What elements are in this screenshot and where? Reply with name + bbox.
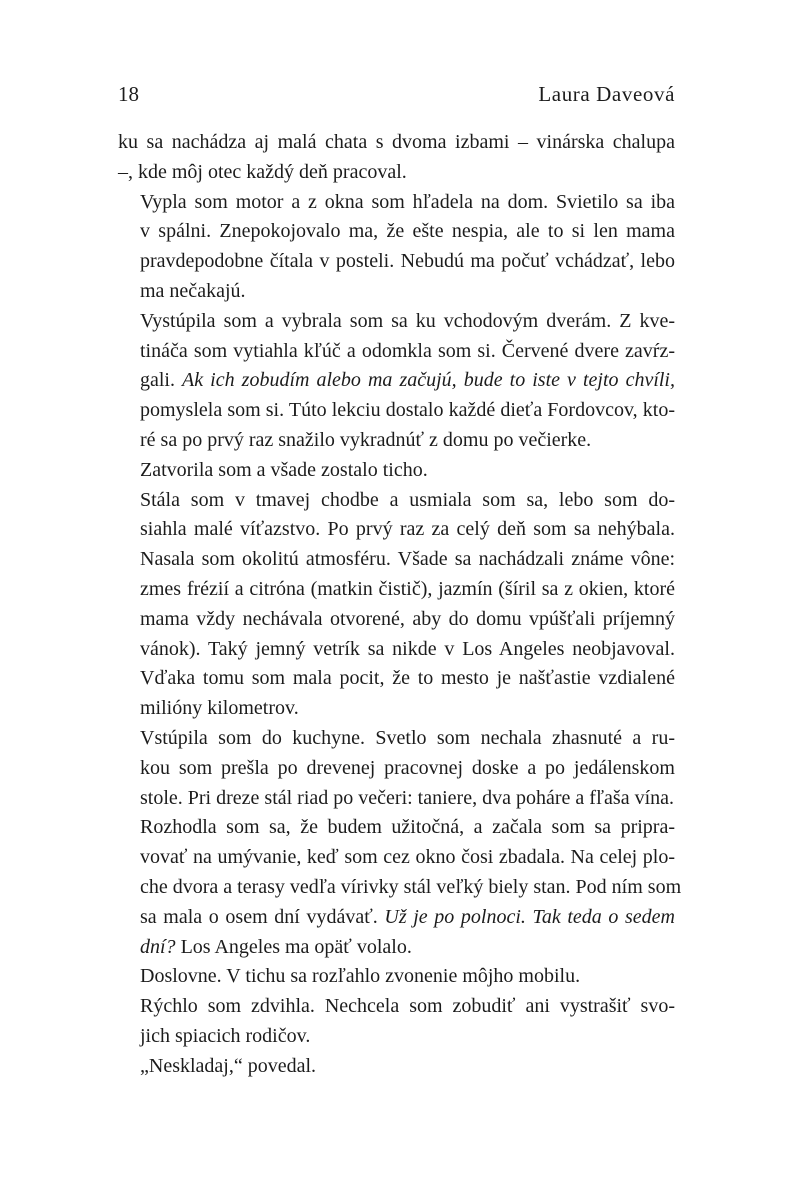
text-line <box>118 992 675 1022</box>
italic-text: Ak ich zobudím alebo ma začujú, bude to iste v tejto chvíli, <box>182 369 675 392</box>
text-run: pravdepodobne čítala v posteli. Nebudú ma počuť vchádzať, lebo <box>140 250 675 273</box>
text-run: Los Angeles ma opäť volalo. <box>175 935 412 958</box>
text-run: v spálni. Znepokojovalo ma, že ešte nespia, ale to si len mama <box>140 220 675 243</box>
text-run: siahla malé víťazstvo. Po prvý raz za celý deň som sa nehýbala. <box>140 518 675 541</box>
paragraph <box>118 724 675 813</box>
running-title: Laura Daveová <box>538 82 675 106</box>
text-line <box>118 635 675 665</box>
text-line <box>118 1052 675 1082</box>
text-run: tináča som vytiahla kľúč a odomkla som si. Červené dvere zavŕz- <box>140 339 675 362</box>
paragraph <box>118 992 675 1052</box>
italic-text: dní? <box>140 935 176 958</box>
text-line <box>118 694 675 724</box>
text-run: Vďaka tomu som mala pocit, že to mesto je našťastie vzdialené <box>140 667 675 690</box>
text-run: Rýchlo som zdvihla. Nechcela som zobudiť ani vystrašiť svo- <box>140 995 675 1018</box>
text-run: ku sa nachádza aj malá chata s dvoma izbami – vinárska chalupa <box>118 131 675 153</box>
running-header <box>118 80 675 108</box>
text-run: pomyslela som si. Túto lekciu dostalo každé dieťa Fordovcov, kto- <box>140 399 675 422</box>
text-line <box>118 754 675 784</box>
text-line <box>118 873 682 903</box>
text-line <box>118 158 675 188</box>
text-line <box>118 396 675 426</box>
text-line <box>118 426 675 456</box>
text-line <box>118 843 675 873</box>
paragraph <box>118 486 675 724</box>
text-line <box>118 813 675 843</box>
text-run: „Neskladaj,“ povedal. <box>140 1054 317 1077</box>
text-run: Rozhodla som sa, že budem užitočná, a začala som sa pripra- <box>140 816 675 839</box>
text-line <box>118 217 675 247</box>
text-run: vovať na umývanie, keď som cez okno čosi zbadala. Na celej plo- <box>140 846 675 869</box>
text-run: vánok). Taký jemný vetrík sa nikde v Los Angeles neobjavoval. <box>140 637 675 660</box>
text-line <box>118 366 675 396</box>
text-run: Vstúpila som do kuchyne. Svetlo som nechala zhasnuté a ru- <box>140 726 675 749</box>
text-line <box>118 277 675 307</box>
paragraph <box>118 307 675 456</box>
text-run: Doslovne. V tichu sa rozľahlo zvonenie môjho mobilu. <box>140 965 581 988</box>
text-run: sa mala o osem dní vydávať. <box>140 905 385 928</box>
text-run: kou som prešla po drevenej pracovnej doske a po jedálenskom <box>140 756 675 779</box>
text-line <box>118 784 675 814</box>
text-run: –, kde môj otec každý deň pracoval. <box>118 160 407 183</box>
text-run: zmes frézií a citróna (matkin čistič), jazmín (šíril sa z okien, ktoré <box>140 577 675 600</box>
text-line <box>118 486 675 516</box>
paragraph <box>118 1052 675 1082</box>
text-line <box>118 456 675 486</box>
text-line <box>118 128 675 158</box>
text-line <box>118 307 675 337</box>
text-run: gali. <box>140 369 183 392</box>
body-text <box>118 128 682 1082</box>
text-run: che dvora a terasy vedľa vírivky stál veľký biely stan. Pod ním som <box>140 875 682 898</box>
text-run: milióny kilometrov. <box>140 697 299 720</box>
text-run: jich spiacich rodičov. <box>140 1024 311 1047</box>
text-line <box>118 545 675 575</box>
text-line <box>118 664 675 694</box>
text-run: Vypla som motor a z okna som hľadela na dom. Svietilo sa iba <box>140 190 675 213</box>
italic-text: Už je po polnoci. Tak teda o sedem <box>384 905 675 928</box>
text-run: stole. Pri dreze stál riad po večeri: taniere, dva poháre a fľaša vína. <box>140 786 675 809</box>
text-line <box>118 962 675 992</box>
text-line <box>118 247 675 277</box>
text-line <box>118 188 675 218</box>
text-line <box>118 605 675 635</box>
text-run: Vystúpila som a vybrala som sa ku vchodovým dverám. Z kve- <box>140 309 675 332</box>
text-run: mama vždy nechávala otvorené, aby do domu vpúšťali príjemný <box>140 607 675 630</box>
paragraph <box>118 128 675 188</box>
paragraph <box>118 813 682 962</box>
text-line <box>118 515 675 545</box>
text-run: Zatvorila som a všade zostalo ticho. <box>140 458 428 481</box>
page-number: 18 <box>118 82 139 106</box>
text-line <box>118 1022 675 1052</box>
paragraph <box>118 962 675 992</box>
text-run: ma nečakajú. <box>140 279 246 302</box>
paragraph <box>118 188 675 307</box>
text-line <box>118 575 675 605</box>
text-run: Stála som v tmavej chodbe a usmiala som sa, lebo som do- <box>140 488 675 511</box>
text-run: Nasala som okolitú atmosféru. Všade sa nachádzali známe vône: <box>140 548 675 571</box>
text-line <box>118 903 675 933</box>
text-line <box>118 933 675 963</box>
text-line <box>118 337 675 367</box>
text-line <box>118 724 675 754</box>
text-run: ré sa po prvý raz snažilo vykradnúť z domu po večierke. <box>140 428 592 451</box>
paragraph <box>118 456 675 486</box>
